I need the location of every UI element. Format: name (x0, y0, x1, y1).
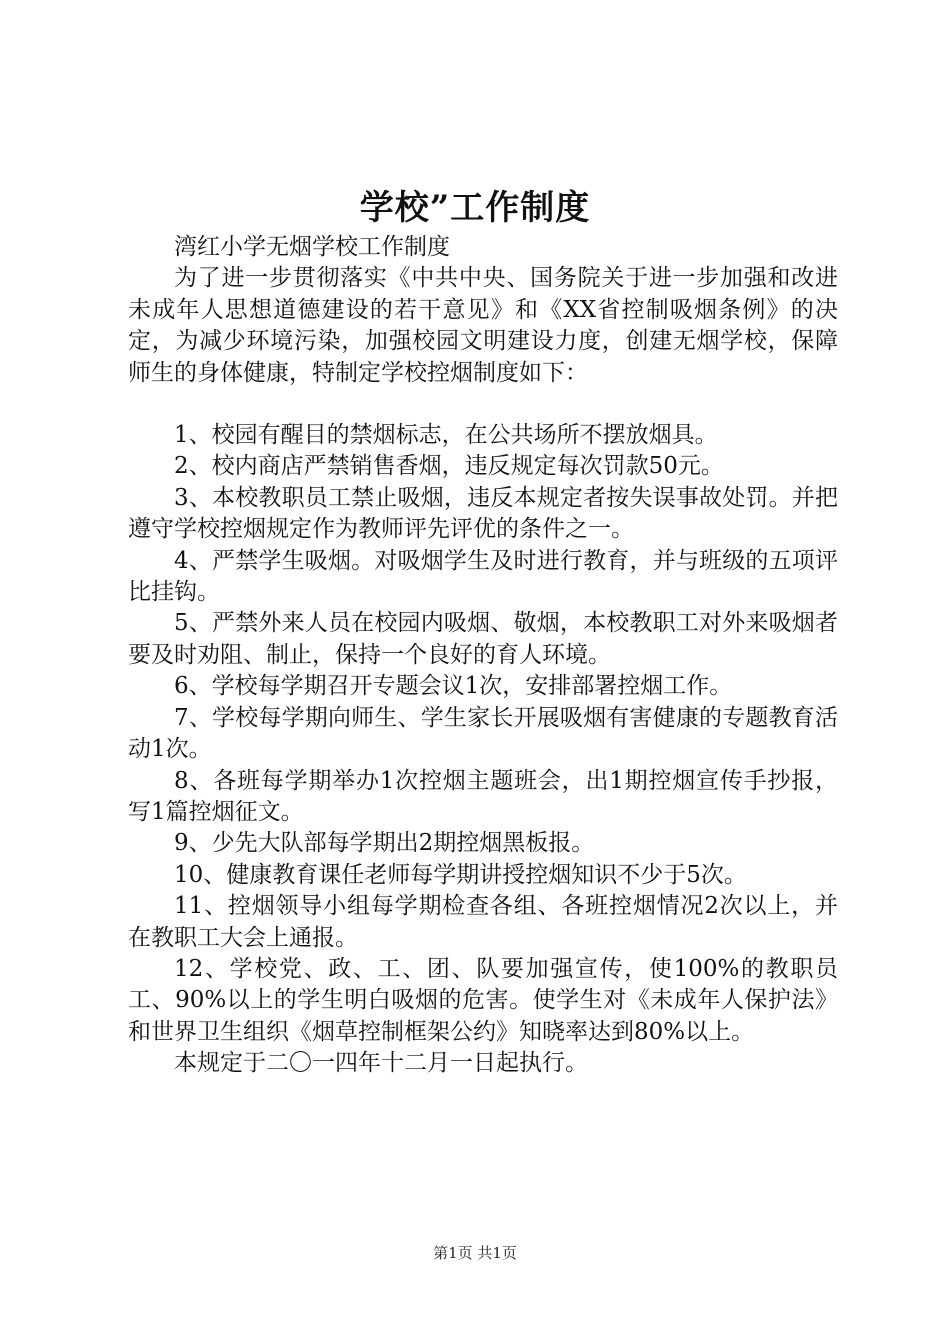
rule-item-11: 11、控烟领导小组每学期检查各组、各班控烟情况2次以上，并在教职工大会上通报。 (128, 893, 838, 951)
rule-item-1: 1、校园有醒目的禁烟标志，在公共场所不摆放烟具。 (174, 422, 718, 449)
closing-paragraph: 本规定于二〇一四年十二月一日起执行。 (174, 1050, 588, 1077)
paragraph-spacer (128, 389, 838, 420)
rule-item-3: 3、本校教职员工禁止吸烟，违反本规定者按失误事故处罚。并把遵守学校控烟规定作为教师评先评优的条件之一。 (128, 484, 838, 543)
rule-item-6: 6、学校每学期召开专题会议1次，安排部署控烟工作。 (174, 673, 733, 700)
rule-item-9: 9、少先大队部每学期出2期控烟黑板报。 (174, 830, 595, 857)
intro-paragraph: 为了进一步贯彻落实《中共中央、国务院关于进一步加强和改进未成年人思想道德建设的若干意见》和《XX省控制吸烟条例》的决定，为减少环境污染，加强校园文明建设力度，创建无烟学校，保障师生的身体健康，特制定学校控烟制度如下： (128, 265, 838, 386)
document-body (128, 232, 838, 1080)
rule-item-7: 7、学校每学期向师生、学生家长开展吸烟有害健康的专题教育活动1次。 (128, 704, 838, 763)
rule-item-5: 5、严禁外来人员在校园内吸烟、敬烟，本校教职工对外来吸烟者要及时劝阻、制止，保持一个良好的育人环境。 (128, 610, 838, 668)
rule-item-8: 8、各班每学期举办1次控烟主题班会，出1期控烟宣传手抄报，写1篇控烟征文。 (128, 767, 838, 825)
document-title: 学校”工作制度 (359, 188, 591, 228)
rule-item-10: 10、健康教育课任老师每学期讲授控烟知识不少于5次。 (174, 861, 747, 888)
page-footer: 第1页 共1页 (433, 1244, 517, 1262)
rule-item-4: 4、严禁学生吸烟。对吸烟学生及时进行教育，并与班级的五项评比挂钩。 (128, 547, 838, 606)
rule-item-12: 12、学校党、政、工、团、队要加强宣传，使100%的教职员工、90%以上的学生明白吸烟的危害。使学生对《未成年人保护法》和世界卫生组织《烟草控制框架公约》知晓率达到80%以上。 (128, 955, 838, 1045)
document-subtitle: 湾红小学无烟学校工作制度 (174, 234, 450, 260)
rule-item-2: 2、校内商店严禁销售香烟，违反规定每次罚款50元。 (174, 453, 724, 480)
